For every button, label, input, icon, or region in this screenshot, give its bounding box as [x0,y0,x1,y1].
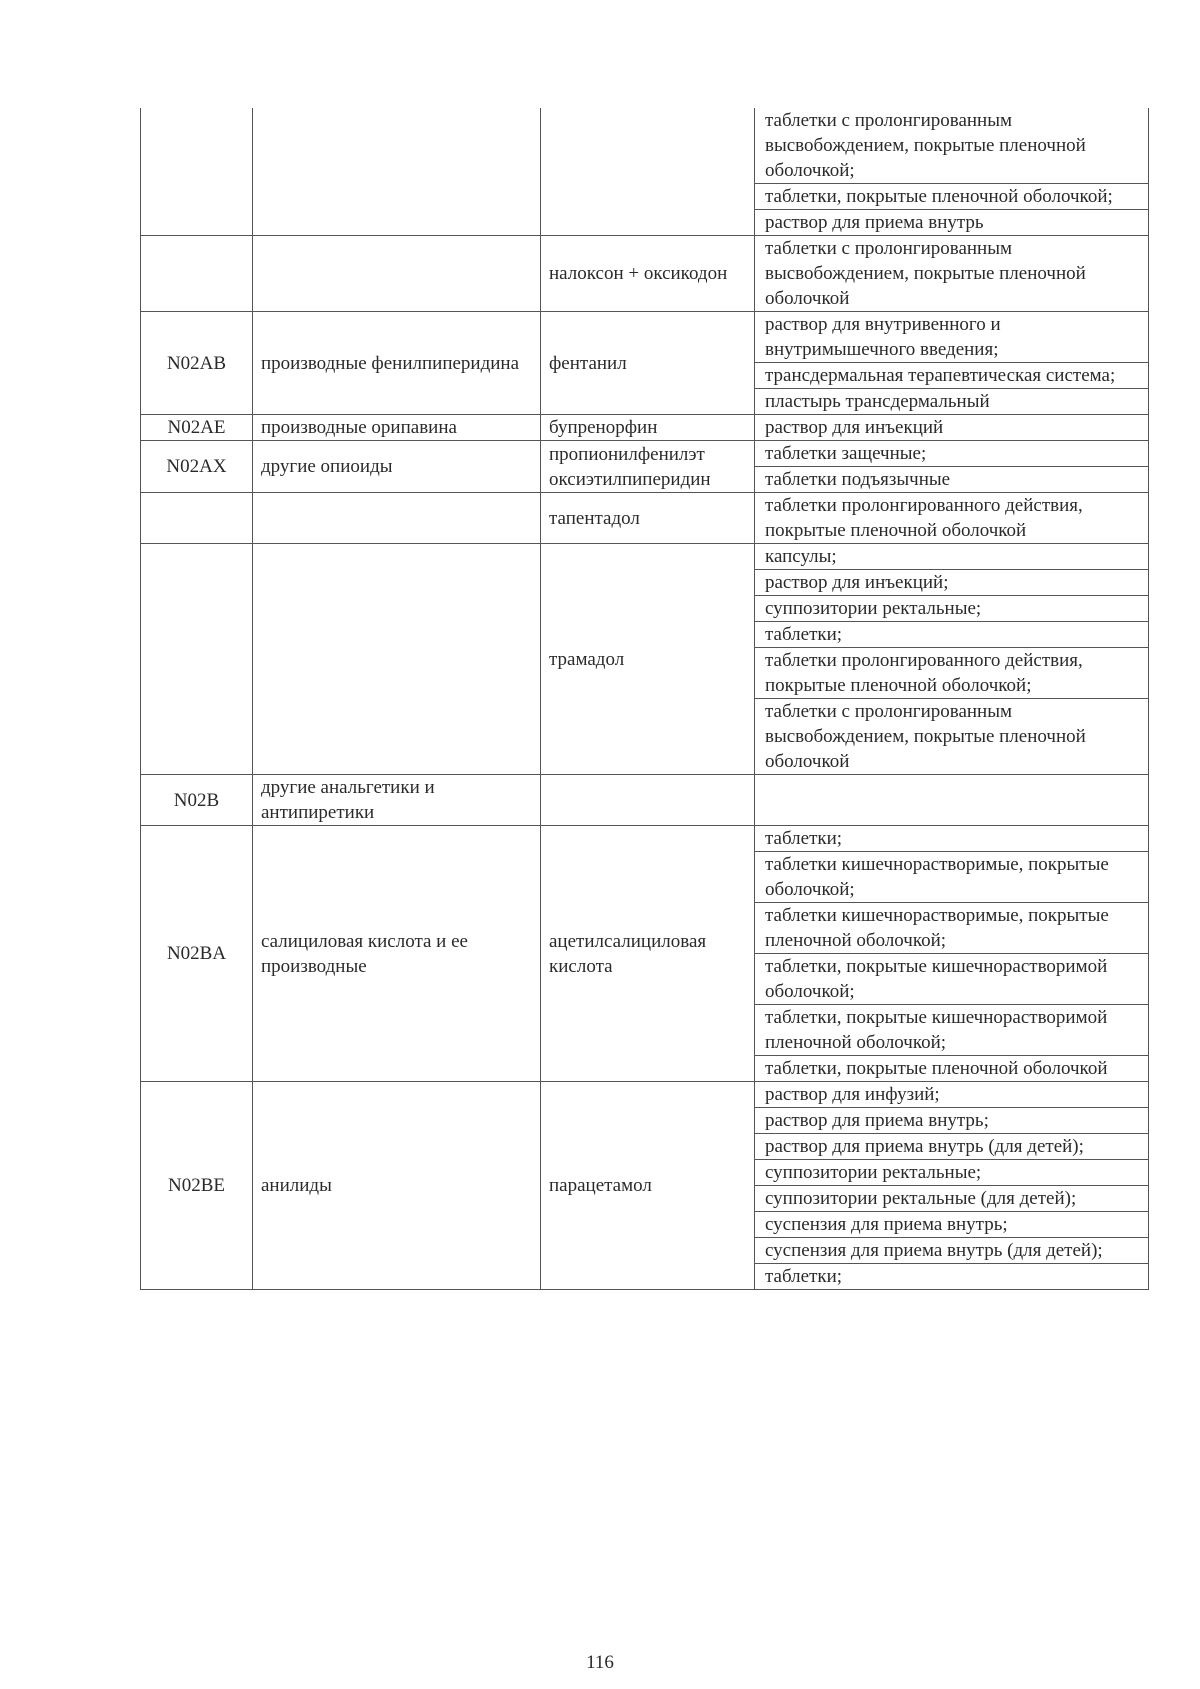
dosage-form-cell: таблетки кишечнорастворимые, покрытые оболочкой; [755,852,1149,903]
table-row [141,108,1149,184]
dosage-form-cell: таблетки с пролонгированным высвобождением, покрытые пленочной оболочкой [755,699,1149,775]
table-row [141,544,1149,570]
atc-code-cell: N02B [141,775,253,826]
group-name-cell [253,493,541,544]
atc-code-cell [141,108,253,236]
atc-code-cell: N02BE [141,1082,253,1290]
dosage-form-cell: раствор для инъекций; [755,570,1149,596]
page-number: 116 [586,1652,614,1673]
drug-table-body [141,108,1149,1290]
dosage-form-cell: раствор для приема внутрь; [755,1108,1149,1134]
dosage-form-cell: таблетки; [755,1264,1149,1290]
dosage-form-cell: раствор для внутривенного и внутримышечного введения; [755,312,1149,363]
dosage-form-cell: таблетки кишечнорастворимые, покрытые пленочной оболочкой; [755,903,1149,954]
dosage-form-cell: таблетки защечные; [755,441,1149,467]
group-name-cell [253,544,541,775]
drug-name-cell: тапентадол [541,493,755,544]
drug-name-cell: ацетилсалициловая кислота [541,826,755,1082]
dosage-form-cell: таблетки, покрытые кишечнорастворимой оболочкой; [755,954,1149,1005]
atc-code-cell [141,493,253,544]
drug-name-cell: налоксон + оксикодон [541,236,755,312]
drug-name-cell: пропионилфенилэт​оксиэтилпиперидин [541,441,755,493]
drug-table [140,108,1149,1290]
dosage-form-cell: раствор для инъекций [755,415,1149,441]
dosage-form-cell: раствор для приема внутрь (для детей); [755,1134,1149,1160]
dosage-form-cell: таблетки пролонгированного действия, покрытые пленочной оболочкой [755,493,1149,544]
dosage-form-cell: пластырь трансдермальный [755,389,1149,415]
dosage-form-cell: таблетки пролонгированного действия, покрытые пленочной оболочкой; [755,648,1149,699]
dosage-form-cell: трансдермальная терапевтическая система; [755,363,1149,389]
table-row [141,312,1149,363]
drug-name-cell: трамадол [541,544,755,775]
dosage-form-cell: таблетки, покрытые пленочной оболочкой [755,1056,1149,1082]
dosage-form-cell: таблетки; [755,622,1149,648]
atc-code-cell [141,544,253,775]
group-name-cell: другие анальгетики и антипиретики [253,775,541,826]
group-name-cell: другие опиоиды [253,441,541,493]
group-name-cell: производные фенилпиперидина [253,312,541,415]
dosage-form-cell: раствор для приема внутрь [755,210,1149,236]
atc-code-cell [141,236,253,312]
dosage-form-cell: суппозитории ректальные; [755,596,1149,622]
table-row [141,415,1149,441]
table-row [141,236,1149,312]
dosage-form-cell: таблетки; [755,826,1149,852]
drug-name-cell: фентанил [541,312,755,415]
dosage-form-cell: таблетки, покрытые кишечнорастворимой пленочной оболочкой; [755,1005,1149,1056]
dosage-form-cell: таблетки с пролонгированным высвобождением, покрытые пленочной оболочкой [755,236,1149,312]
group-name-cell: анилиды [253,1082,541,1290]
atc-code-cell: N02AB [141,312,253,415]
group-name-cell: производные орипавина [253,415,541,441]
group-name-cell [253,236,541,312]
drug-name-cell: бупренорфин [541,415,755,441]
atc-code-cell: N02BA [141,826,253,1082]
drug-name-cell [541,775,755,826]
dosage-form-cell: таблетки с пролонгированным высвобождением, покрытые пленочной оболочкой; [755,108,1149,184]
group-name-cell: салициловая кислота и ее производные [253,826,541,1082]
table-row [141,441,1149,467]
table-row [141,775,1149,826]
group-name-cell [253,108,541,236]
dosage-form-cell: таблетки, покрытые пленочной оболочкой; [755,184,1149,210]
atc-code-cell: N02AX [141,441,253,493]
dosage-form-cell: суспензия для приема внутрь; [755,1212,1149,1238]
table-row [141,826,1149,852]
dosage-form-cell: суппозитории ректальные; [755,1160,1149,1186]
dosage-form-cell: суппозитории ректальные (для детей); [755,1186,1149,1212]
table-row [141,493,1149,544]
atc-code-cell: N02AE [141,415,253,441]
dosage-form-cell: таблетки подъязычные [755,467,1149,493]
dosage-form-cell: раствор для инфузий; [755,1082,1149,1108]
dosage-form-cell: капсулы; [755,544,1149,570]
drug-name-cell [541,108,755,236]
drug-name-cell: парацетамол [541,1082,755,1290]
dosage-form-cell [755,775,1149,826]
dosage-form-cell: суспензия для приема внутрь (для детей); [755,1238,1149,1264]
table-row [141,1082,1149,1108]
